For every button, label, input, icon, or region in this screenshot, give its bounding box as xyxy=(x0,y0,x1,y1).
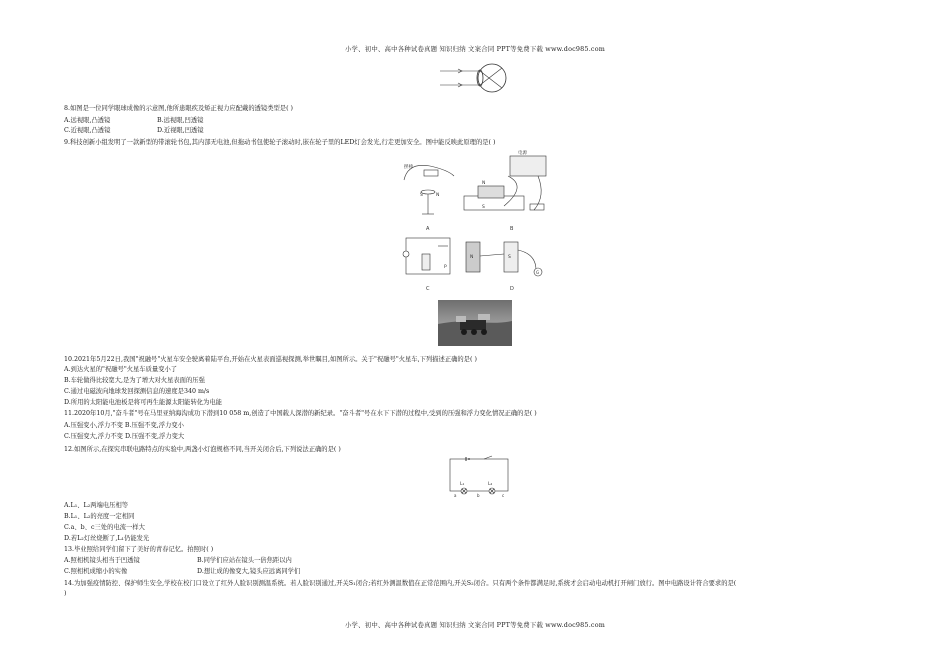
figure-a-oersted xyxy=(404,165,454,214)
q8-option-a[interactable]: A.远视眼,凸透镜 xyxy=(64,117,111,124)
q8-option-b[interactable]: B.远视眼,凹透镜 xyxy=(157,117,204,124)
q12-option-b[interactable]: B.L₁、L₂的亮度一定相同 xyxy=(64,513,135,520)
q10-option-c[interactable]: C.通过电磁波向地球发回探测信息的速度是340 m/s xyxy=(64,388,210,395)
q13-options-ab xyxy=(64,557,292,565)
q10-option-a[interactable]: A.到达火星的"祝融号"火星车质量变小了 xyxy=(64,366,178,373)
q11-options-cd[interactable]: C.压强变大,浮力不变 D.压强不变,浮力变大 xyxy=(64,433,185,440)
figure-a-top-label: 摆棒 xyxy=(404,165,413,170)
figure-a-n: N xyxy=(436,193,440,198)
q8-options-cd xyxy=(64,127,204,135)
q14-stem: 14.为加强疫情防控、保护师生安全,学校在校门口设立了红外人脸识别测温系统。若人脸识别通过,开关S₁闭合;若红外测温数值在正常范围内,开关S₂闭合。只有两个条件都满足时,系统才会启动电动机打开闸门放行。图中电路设计符合要求的是( xyxy=(64,580,737,587)
figure-a-label: A xyxy=(426,226,430,232)
q9-stem: 9.科技创新小组发明了一款新型的带滚轮书包,其内部无电池,但拖动书包使轮子滚动时,嵌在轮子里的LED灯会发光,行走更加安全。图中能反映此原理的是( ) xyxy=(64,139,496,146)
q11-options-ab[interactable]: A.压强变小,浮力不变 B.压强不变,浮力变小 xyxy=(64,422,184,429)
figure-d-label: D xyxy=(510,286,514,292)
page-header: 小学、初中、高中各种试卷真题 知识归纳 文案合同 PPT等免费下载 www.doc985.com xyxy=(344,45,606,53)
figure-d-g: G xyxy=(536,270,540,275)
figure-b-n: N xyxy=(482,181,486,186)
mars-rover-photo xyxy=(438,300,512,346)
q8-option-d[interactable]: D.近视眼,凹透镜 xyxy=(157,127,204,134)
q14-stem-end: ) xyxy=(64,590,67,597)
q9-experiment-figures xyxy=(398,150,560,300)
figure-b-label: B xyxy=(510,226,514,232)
figure-d-n: N xyxy=(470,255,474,260)
q12-option-d[interactable]: D.若L₂灯丝烧断了,L₁仍能发光 xyxy=(64,535,150,542)
eye-diagram xyxy=(438,62,514,94)
l2-label: L₂ xyxy=(488,482,493,487)
q13-stem: 13.毕业照给同学们留下了美好的青春记忆。拍照时( ) xyxy=(64,546,214,553)
q10-option-d[interactable]: D.所用的太阳能电池板是将可再生能源太阳能转化为电能 xyxy=(64,399,222,406)
q10-stem: 10.2021年5月22日,我国"祝融号"火星车安全驶离着陆平台,开始在火星表面巡视探测,举世瞩目,如图所示。关于"祝融号"火星车,下列描述正确的是( ) xyxy=(64,356,477,363)
page-footer: 小学、初中、高中各种试卷真题 知识归纳 文案合同 PPT等免费下载 www.doc985.com xyxy=(344,621,606,629)
series-circuit-diagram xyxy=(446,455,512,501)
q12-stem: 12.如图所示,在探究串联电路特点的实验中,两盏小灯泡规格不同,当开关闭合后,下列说法正确的是( ) xyxy=(64,446,341,453)
figure-c-label: C xyxy=(426,286,430,292)
figure-b-motor xyxy=(464,156,546,210)
figure-b-s: S xyxy=(482,205,485,210)
q8-options-ab xyxy=(64,117,204,125)
figure-d-s: S xyxy=(508,255,511,260)
q13-option-b[interactable]: B.同学们应站在镜头一倍焦距以内 xyxy=(197,557,292,564)
q8-option-c[interactable]: C.近视眼,凸透镜 xyxy=(64,127,111,134)
q8-stem: 8.如图是一位同学眼球成像的示意图,他所患眼疾及矫正视力应配戴的透镜类型是( ) xyxy=(64,105,294,112)
q13-option-a[interactable]: A.照相机镜头相当于凹透镜 xyxy=(64,557,140,564)
q13-options-cd xyxy=(64,568,301,576)
figure-d-generator xyxy=(466,242,542,276)
point-c-label: c xyxy=(502,493,505,498)
q10-option-b[interactable]: B.车轮做得比较宽大,是为了增大对火星表面的压强 xyxy=(64,377,205,384)
figure-c-electromagnet xyxy=(403,238,450,274)
l1-label: L₁ xyxy=(460,482,465,487)
figure-c-p: P xyxy=(444,265,447,270)
q12-option-a[interactable]: A.L₁、L₂两端电压相等 xyxy=(64,502,129,509)
q11-stem: 11.2020年10月,"奋斗者"号在马里亚纳海沟成功下潜到10 058 m,创造了中国载人深潜的新纪录。"奋斗者"号在水下下潜的过程中,受到的压强和浮力变化情况正确的是( ) xyxy=(64,410,537,417)
figure-a-s: S xyxy=(420,193,423,198)
q13-option-c[interactable]: C.照相机成缩小的实像 xyxy=(64,568,128,575)
q13-option-d[interactable]: D.想让成的像变大,镜头应远离同学们 xyxy=(197,568,301,575)
point-a-label: a xyxy=(454,493,457,498)
point-b-label: b xyxy=(477,493,480,498)
figure-b-top-label: 电源 xyxy=(518,151,527,156)
q12-option-c[interactable]: C.a、b、c三处的电流一样大 xyxy=(64,524,145,531)
